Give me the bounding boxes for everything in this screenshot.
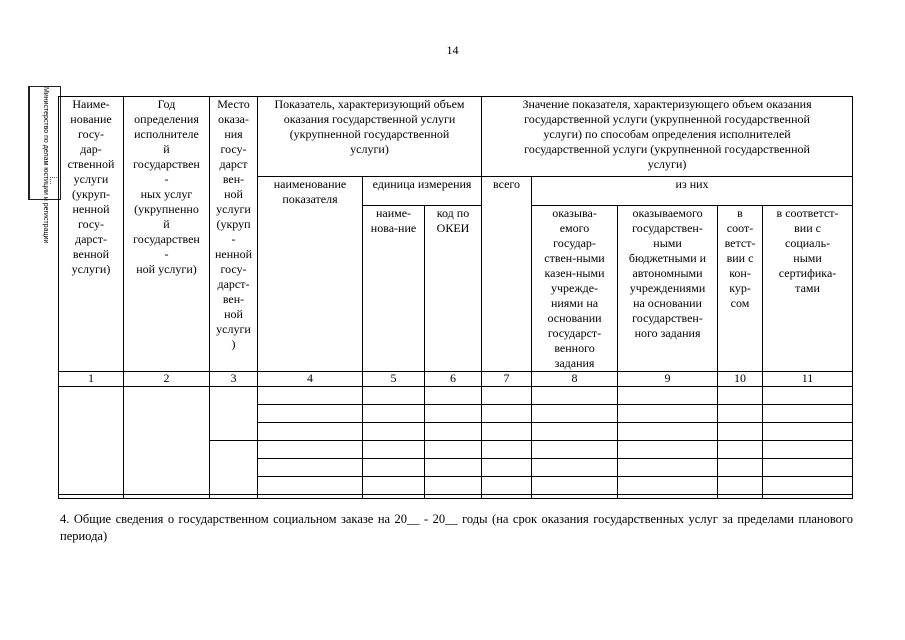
table-cell bbox=[482, 477, 532, 495]
header-state-institutions: оказыва- емого государ- ствен-ными казен-ными учрежде- ниями на основании государст- венного задания bbox=[532, 206, 618, 372]
table-cell bbox=[763, 495, 853, 499]
table-cell bbox=[618, 477, 718, 495]
column-number: 4 bbox=[258, 372, 363, 387]
column-number: 6 bbox=[425, 372, 482, 387]
stamp-mark-icon bbox=[50, 177, 57, 184]
table-cell bbox=[210, 441, 258, 495]
stamp-text: Министерство по делам юстиции и регистрации bbox=[42, 87, 49, 244]
table-cell bbox=[124, 387, 210, 495]
table-cell bbox=[618, 405, 718, 423]
table-cell bbox=[425, 477, 482, 495]
header-place: Место оказа- ния госу- дарст вен- ной услуги (укруп - ненной госу- дарст- вен- ной услуги ) bbox=[210, 97, 258, 372]
table-cell bbox=[258, 423, 363, 441]
table-cell bbox=[618, 495, 718, 499]
table-cell bbox=[425, 387, 482, 405]
table-cell bbox=[482, 495, 532, 499]
header-service-name: Наиме- нование госу- дар- ственной услуги (укруп- ненной госу- дарст- венной услуги) bbox=[59, 97, 124, 372]
table-cell bbox=[425, 441, 482, 459]
header-year: Год определения исполнителе й государствен - ных услуг (укрупненно й государствен - ной услуги) bbox=[124, 97, 210, 372]
table-cell bbox=[363, 459, 425, 477]
table-cell bbox=[363, 477, 425, 495]
table-cell bbox=[482, 405, 532, 423]
table-cell bbox=[59, 495, 124, 499]
table-cell bbox=[425, 459, 482, 477]
table-cell bbox=[763, 459, 853, 477]
column-number: 10 bbox=[718, 372, 763, 387]
table-cell bbox=[532, 387, 618, 405]
header-unit-group: единица измерения bbox=[363, 177, 482, 206]
table-cell bbox=[532, 477, 618, 495]
table-cell bbox=[718, 405, 763, 423]
table-cell bbox=[482, 423, 532, 441]
column-number: 8 bbox=[532, 372, 618, 387]
table-cell bbox=[482, 387, 532, 405]
header-value-group: Значение показателя, характеризующего объем оказания государственной услуги (укрупненной государственной услуги) по способам определения исполнителей государственной услуги (укрупненной государственной услуги) bbox=[482, 97, 853, 177]
column-number: 3 bbox=[210, 372, 258, 387]
header-budget-institutions: оказываемого государствен- ными бюджетными и автономными учреждениями на основании государствен- ного задания bbox=[618, 206, 718, 372]
table-cell bbox=[618, 459, 718, 477]
page-number: 14 bbox=[446, 43, 459, 57]
table-cell bbox=[258, 477, 363, 495]
table-cell bbox=[618, 441, 718, 459]
table-cell bbox=[59, 387, 124, 495]
table-cell bbox=[425, 495, 482, 499]
table-cell bbox=[763, 423, 853, 441]
table-cell bbox=[718, 441, 763, 459]
column-number: 5 bbox=[363, 372, 425, 387]
table-cell bbox=[210, 387, 258, 441]
table-cell bbox=[763, 405, 853, 423]
table-cell bbox=[532, 441, 618, 459]
table-cell bbox=[258, 405, 363, 423]
table-cell bbox=[618, 387, 718, 405]
table-cell bbox=[718, 459, 763, 477]
table-cell bbox=[258, 495, 363, 499]
header-of-which: из них bbox=[532, 177, 853, 206]
table-cell bbox=[718, 423, 763, 441]
header-competition: в соот- ветст- вии с кон- кур- сом bbox=[718, 206, 763, 372]
column-number: 9 bbox=[618, 372, 718, 387]
table-cell bbox=[763, 477, 853, 495]
table-cell bbox=[258, 441, 363, 459]
table-cell bbox=[718, 495, 763, 499]
table-cell bbox=[363, 387, 425, 405]
column-number: 11 bbox=[763, 372, 853, 387]
table-cell bbox=[363, 405, 425, 423]
table-cell bbox=[258, 387, 363, 405]
column-number: 2 bbox=[124, 372, 210, 387]
table-cell bbox=[258, 459, 363, 477]
header-row-1 bbox=[59, 97, 853, 177]
column-number: 7 bbox=[482, 372, 532, 387]
table-row bbox=[59, 495, 853, 499]
table-cell bbox=[363, 423, 425, 441]
table-cell bbox=[210, 495, 258, 499]
table-cell bbox=[532, 423, 618, 441]
table-cell bbox=[532, 459, 618, 477]
table-cell bbox=[532, 495, 618, 499]
section-4-heading: 4. Общие сведения о государственном социальном заказе на 20__ - 20__ годы (на срок оказания государственных услуг за пределами планового периода) bbox=[60, 512, 853, 543]
table-row bbox=[59, 387, 853, 405]
table-cell bbox=[763, 441, 853, 459]
table-cell bbox=[363, 441, 425, 459]
column-number: 1 bbox=[59, 372, 124, 387]
table-cell bbox=[718, 387, 763, 405]
header-social-certificates: в соответст- вии с социаль- ными сертифика- тами bbox=[763, 206, 853, 372]
table-cell bbox=[482, 441, 532, 459]
header-unit-name: наиме- нова-ние bbox=[363, 206, 425, 372]
service-volume-table bbox=[58, 96, 853, 499]
registration-stamp bbox=[28, 86, 61, 244]
table-cell bbox=[425, 423, 482, 441]
table-cell bbox=[124, 495, 210, 499]
header-total: всего bbox=[482, 177, 532, 372]
header-indicator-name: наименование показателя bbox=[258, 177, 363, 372]
header-indicator-group: Показатель, характеризующий объем оказания государственной услуги (укрупненной государственной услуги) bbox=[258, 97, 482, 177]
table-cell bbox=[618, 423, 718, 441]
table-cell bbox=[425, 405, 482, 423]
header-okei-code: код по ОКЕИ bbox=[425, 206, 482, 372]
table-cell bbox=[718, 477, 763, 495]
table-cell bbox=[532, 405, 618, 423]
table-cell bbox=[482, 459, 532, 477]
table-cell bbox=[763, 387, 853, 405]
column-numbers-row bbox=[59, 372, 853, 387]
table-cell bbox=[363, 495, 425, 499]
